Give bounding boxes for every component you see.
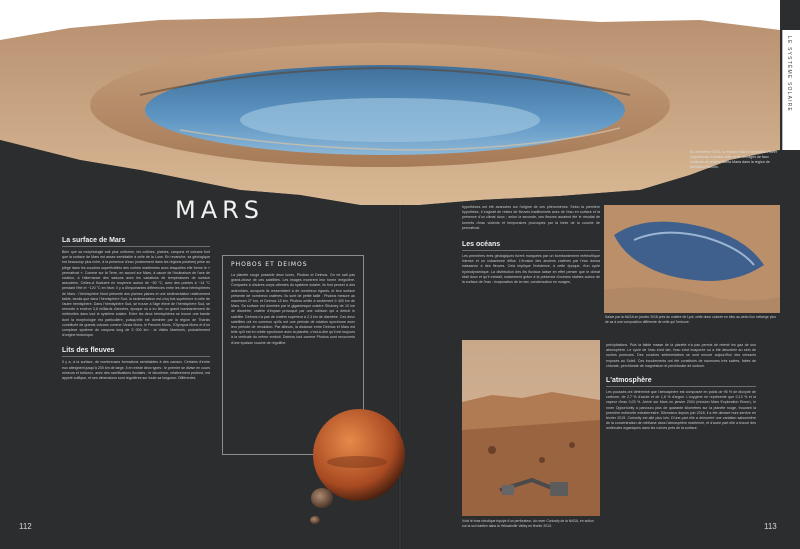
mars-moons-image xyxy=(287,400,407,530)
blue-dune-caption: Saisie par la NASA en janvier 2018 près du cratère de Lyot, cette dune colorée en bleu au-delà d'un mélange plus de sa à une composition différente de celle qui l'entoure. xyxy=(605,315,776,324)
section-body-surface: Bien que sa morphologie soit plus uniforme, les collines, plaines, canyons et volcans font que la surface de Mars est assez semblable à celle de la Lune. En revanche, sa géologique est beaucoup plus riche, à la présence d'eau (notamment dans les régions polaires) prise au piège dans les couches superficielles des roches martiennes avec lesquelles elle forme le « permafrost ». Comme sur la Terre, en accord sur Mars, à cause de l'inclinaison de l'axe de rotation, à l'alternance des saisons avec les variations de températures de surface associées. Celles-ci fluctuent en moyenne autour de −60 °C, avec des pointes à −14 °C pendant l'été et −120 °C en hiver. Il y a d'importantes différences entre les deux hémisphères de Mars : l'hémisphère Nord présente des plaines planes et une sédimentation relativement faible, tandis que dans l'hémisphère Sud, la sédimentation est cinq fois supérieure à celle de l'autre hémisphère. Dans l'hémisphère Sud, se trouve à l'âge élevé de l'hémisphère Sud, se remonte à environ 3,8 milliards d'années, époque où a eu lieu un grand bombardement de météorites dans tout le système solaire. Entre les deux hémisphères se trouve une bande dont la morphologie est particulière, puisqu'elle est dominée par la région de Tharsis constituée de grands volcans comme l'Arsia Mons, le Pavonis Mons, l'Olympus Mons et d'un complexe système de canyons long de 5 000 km : la Valles Marineris, probablement d'origine tectonique. xyxy=(62,250,210,338)
page-number-left: 112 xyxy=(19,522,32,531)
panorama-caption: En décembre 2013, la mission Mars Exploration Rover Opportunity a réalisé cette série d'images de faux couleurs du cratère Santa Maria dans la région de Meridiani Planum. xyxy=(690,150,777,169)
crater-panorama-image xyxy=(0,0,780,205)
section-heading-oceans: Les océans xyxy=(462,241,501,249)
page-number-right: 113 xyxy=(764,522,777,531)
section-body-oceans: Les premières ères géologiques furent marquées par un bombardement météoritique intense et un volcanisme diffus. L'érosion des anciens cratères par l'eau donna naissance à des fleuves. Cela implique l'existence, à cette époque, d'un cycle hydrodynamique. La distribution des lits fluviaux laisse en effet penser que le climat était doux et qu'il existait, notamment grâce à la présence d'océans stables autour de la surface de l'eau : évaporation de la mer, condensation en nuages, xyxy=(462,254,600,285)
curiosity-rover-image xyxy=(462,340,600,516)
oceans-continuation: précipitations. Puis la faible masse de la planète n'a pas permis de retenir les gaz de son atmosphère. Le cycle de l'eau s'est tari, l'eau s'est évaporée ou a été absorbée au sein de roches poreuses. Des couches sédimentaires se sont encore aujourd'hui des versants exposés au Soleil. Ces écoulements ont été constitués de saumures très salées, faites de chlorate, perchlorate de magnésium et perchlorate de sodium. xyxy=(606,343,756,368)
section-heading-rivers: Lits des fleuves xyxy=(62,347,115,355)
section-heading-surface: La surface de Mars xyxy=(62,237,126,244)
chapter-side-tab-label: LE SYSTÈME SOLAIRE xyxy=(786,36,792,113)
phobos-deimos-body: La planète rouge possède deux lunes, Phobos et Deimos. On ne sait pas grand-chose de ces satellites. Les images montrent leur forme irrégulière. Comparés à d'autres corps célestes du système solaire, ils font penser à des astéroïdes, auxquels ils ressemblent à de nombreux égards, et leur surface présente de nombreux cratères. Ils sont de petite taille : Phobos mesure au maximum 27 km, et Deimos 15 km. Phobos orbite à seulement 9 400 km de Mars. Sa surface est dominée par le gigantesque cratère Stickney de 10 km de diamètre, cratère d'impact provoqué par une collision qui a détruit le satellite. Deimos n'a pas de cratère supérieur à 2,3 km de diamètre. Ces deux satellites ont en commun qu'ils ont une période de rotation synchrone avec leur période de révolution. Par ailleurs, la distance entre Deimos et Mars est telle qu'il est en orbite synchrone avec la planète, c'est-à-dire qu'il est toujours à la verticale du même endroit. Deimos tout comme Phobos sont recouverts d'une épaisse couche de régolithe. xyxy=(231,273,355,345)
blue-dune-image xyxy=(604,205,780,313)
curiosity-rover-caption: Voici le bras robotique équipé d'un perforateur, du rover Curiosity de la NASA, en action sur la sol martien dans la Yellowknife Valley en février 2013. xyxy=(462,519,594,528)
section-heading-atmosphere: L'atmosphère xyxy=(606,377,652,385)
section-rule xyxy=(62,246,210,247)
right-top-column xyxy=(462,205,600,285)
section-body-rivers: Il y a, à la surface, de nombreuses formations semblables à des canaux. Certains d'entre eux atteignent jusqu'à 200 km de large. Il en existe deux types : le premier se divise en cours mineurs et tortueux, avec des ramifications fluviales ; le deuxième, relativement profond, est appelé sulfique, et ses dimensions sont régulières sur toute sa longueur. Différentes xyxy=(62,360,210,381)
section-body-atmosphere: Les poussés ont déterminé que l'atmosphère est composée en poids de 96 % de dioxyde de carbone, de 2,7 % d'azote et de 1,6 % d'argon. L'oxygène ne représente que 0,13 % et la vapeur d'eau 0,03 %. Arrivé sur Mars en janvier 2004 (mission Mars Exploration Rover), le rover Opportunity a parcouru plus de quarante kilomètres sur la planète rouge, trouvant la première météorite extraterrestre. Silencieux depuis juin 2018, il a été déclaré hors service en février 2019. Curiosity est allé plus loin. D'une part elle a démontré une variation saisonnière de la concentration de méthane dans l'atmosphère martienne, et d'autre part elle a trouvé des molécules organiques dans les roches près de la surface. xyxy=(606,390,756,431)
phobos-deimos-title: PHOBOS ET DEIMOS xyxy=(231,261,308,268)
page-title: MARS xyxy=(175,196,265,224)
chapter-side-tab xyxy=(782,30,800,150)
right-bottom-column xyxy=(606,343,756,432)
rivers-continuation: hypothèses ont été avancées sur l'origine de ces phénomènes. Selon la première hypothèse, il s'agirait de restes de fleuves traditionnels avec de l'eau en surface et la présence d'un climat doux ; selon la seconde, ces fleuves auraient été le résultat de torrents d'eau violents et temporaires provoqués par la fonte de la couche de permafrost. xyxy=(462,205,600,230)
section-rule xyxy=(462,250,600,251)
section-rule xyxy=(606,386,756,387)
left-column xyxy=(62,237,210,381)
section-rule xyxy=(62,356,210,357)
